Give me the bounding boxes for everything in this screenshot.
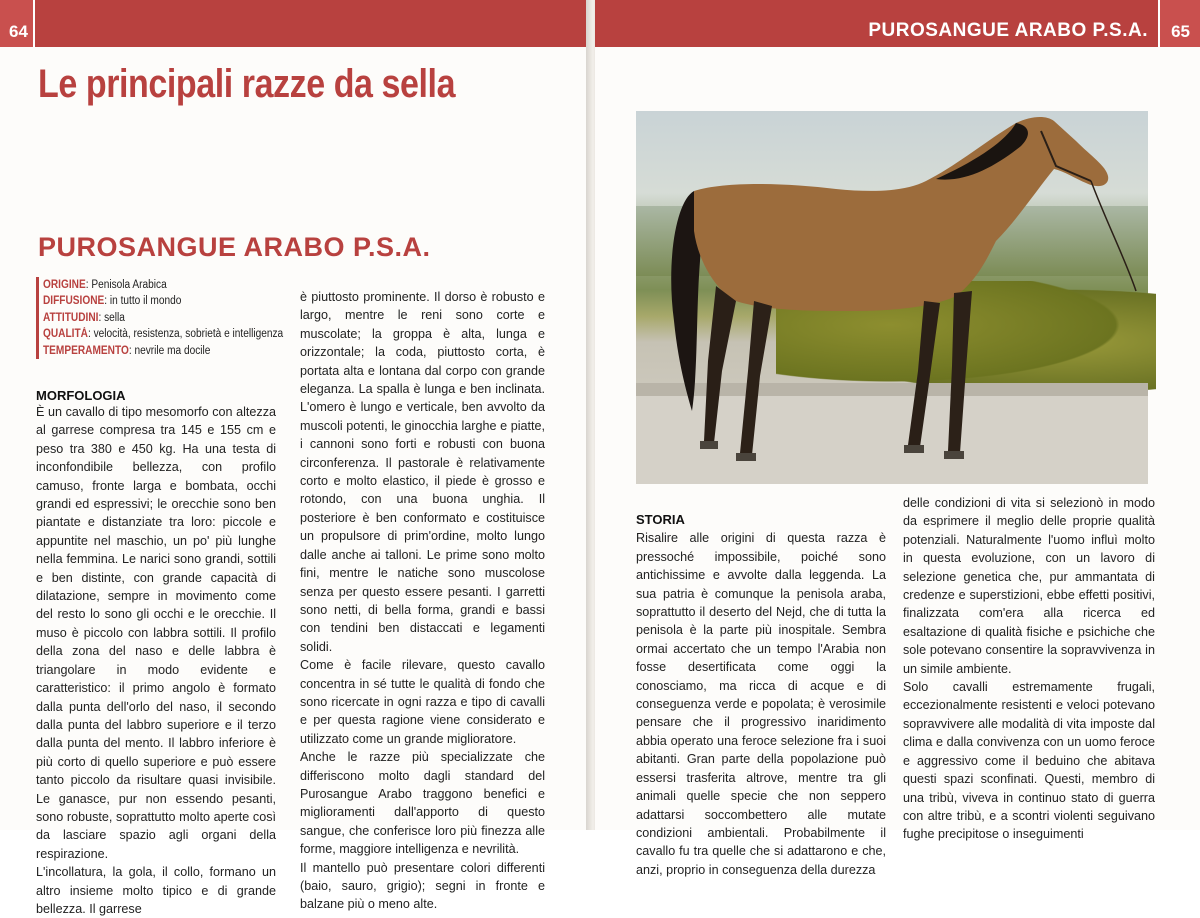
section-title: PUROSANGUE ARABO P.S.A.	[38, 232, 431, 262]
paragraph: Il mantello può presentare colori differenti (baio, sauro, grigio); segni in fronte e balzane più o meno alte.	[300, 860, 545, 912]
left-page	[0, 0, 590, 916]
fact-temperamento: TEMPERAMENTO: nevrile ma docile	[43, 344, 211, 357]
paragraph: L'incollatura, la gola, il collo, formano un altro insieme molto tipico e di grande bellezza. Il garrese	[36, 865, 276, 916]
storia-column-1	[636, 511, 886, 879]
horse-photo	[636, 111, 1148, 484]
paragraph: Solo cavalli estremamente frugali, eccezionalmente resistenti e veloci potevano sopravvivere alle modalità di vita imposte dal clima e dalla convivenza con un uomo feroce e aggressivo come il beduino che abitava questi spazi sconfinati. Questi, membro di una tribù, viveva in continuo stato di guerra con altre tribù, e a scontri violenti seguivano fughe precipitose o inseguimenti	[903, 680, 1155, 842]
left-header-bar	[0, 0, 590, 47]
horse-illustration	[636, 111, 1148, 484]
page-number-right: 65	[1171, 22, 1190, 41]
paragraph: È un cavallo di tipo mesomorfo con altezza al garrese compresa tra 145 e 155 cm e peso tra 380 e 450 kg. Ha una testa di inconfondibile bellezza, con profilo camuso, fronte larga e bombata, occhi grandi ed espressivi; le orecchie sono ben piantate e distanziate tra loro: piccole e appuntite nel maschio, un po' più lunghe nella femmina. Le narici sono grandi, sottili e ben distinte, con grande capacità di dilatazione, sempre in movimento come del resto lo sono gli occhi e le orecchie. Il muso è piccolo con labbra sottili. Il profilo della zona del naso e delle labbra è triangolare in modo evidente e caratteristico: il primo angolo è formato dalla punta dell'orlo del naso, il secondo dalla punta del labbro superiore e il terzo dalla punta del mento. Il labbro inferiore è più corto di quello superiore e può essere tanto piccolo da risultare quasi invisibile. Le ganasce, pur non essendo pesanti, sono robuste, soprattutto molto aperte così da lasciare spazio agli organi della respirazione.	[36, 405, 276, 861]
paragraph: Risalire alle origini di questa razza è pressoché impossibile, poiché sono antichissime e avvolte dalla leggenda. La sua patria è comunque la penisola araba, soprattutto il deserto del Nejd, che di tutta la penisola è la parte più inospitale. Sembra ormai accertato che un tempo l'Arabia non fosse desertificata come oggi la conosciamo, ma ricca di acque e di conseguenza verde e popolata; è verosimile pensare che il progressivo inaridimento abbia operato una feroce selezione fra i suoi abitanti. Gran parte della popolazione può essersi trasferita altrove, mentre tra gli animali quelle specie che non seppero adattarsi soccombettero alle mutate condizioni ambientali. Probabilmente il cavallo fu tra quelle che si adattarono e che, anzi, proprio in conseguenza della durezza	[636, 531, 886, 877]
storia-column-2	[903, 494, 1155, 844]
storia-heading: STORIA	[636, 512, 685, 527]
morfologia-column-1	[36, 403, 276, 918]
paragraph: Come è facile rilevare, questo cavallo concentra in sé tutte le qualità di fondo che sono ricercate in ogni razza e tipo di cavalli e per questa ragione viene considerato e utilizzato come un grande miglioratore.	[300, 658, 545, 746]
fact-origine: ORIGINE: Penisola Arabica	[43, 279, 167, 291]
page-number-left: 64	[9, 22, 28, 41]
paragraph: delle condizioni di vita si selezionò in modo da esprimere il meglio delle proprie qualità potenziali. Naturalmente l'uomo influì molto in questa evoluzione, con un lavoro di selezione genetica che, pur ammantata di credenze e superstizioni, ebbe effetti positivi, finalizzata com'era alla ricerca ed esaltazione di qualità fisiche e psichiche che sole potevano consentire la sopravvivenza in un simile ambiente.	[903, 496, 1155, 676]
fact-attitudini: ATTITUDINI: sella	[43, 311, 125, 324]
breed-facts-box	[36, 277, 293, 359]
morfologia-column-2	[300, 288, 545, 914]
running-head: PUROSANGUE ARABO P.S.A.	[868, 20, 1148, 41]
right-page	[595, 0, 1200, 877]
paragraph: è piuttosto prominente. Il dorso è robusto e largo, mentre le reni sono corte e muscolate; la groppa è alta, lunga e orizzontale; la coda, piuttosto corta, è portata alta e lontana dal corpo con grande eleganza. La spalla è lunga e ben inclinata. L'omero è lungo e verticale, ben avvolto da muscoli potenti, le ginocchia larghe e piatte, i cannoni sono forti e robusti con buona circonferenza. Il pastorale è relativamente corto e molto elastico, il piede è grosso e rotondo, con una buona unghia. Il posteriore è ben conformato e costituisce un propulsore di prim'ordine, molto lungo dalle anche ai talloni. Le prime sono molto fini, mentre le natiche sono muscolose senza per questo essere pesanti. I garretti sono netti, di bella forma, grandi e bassi con tendini ben distaccati e legamenti solidi.	[300, 290, 545, 654]
morfologia-heading: MORFOLOGIA	[36, 388, 126, 403]
paragraph: Anche le razze più specializzate che differiscono molto dagli standard del Purosangue Arabo traggono benefici e miglioramenti dall'apporto di questo sangue, che conferisce loro più finezza alle forme, maggiore intelligenza e nevrilità.	[300, 750, 545, 857]
fact-diffusione: DIFFUSIONE: in tutto il mondo	[43, 295, 182, 308]
fact-qualita: QUALITÀ: velocità, resistenza, sobrietà e intelligenza	[43, 328, 284, 341]
chapter-title: Le principali razze da sella	[38, 62, 456, 106]
right-header-bar	[595, 0, 1200, 47]
